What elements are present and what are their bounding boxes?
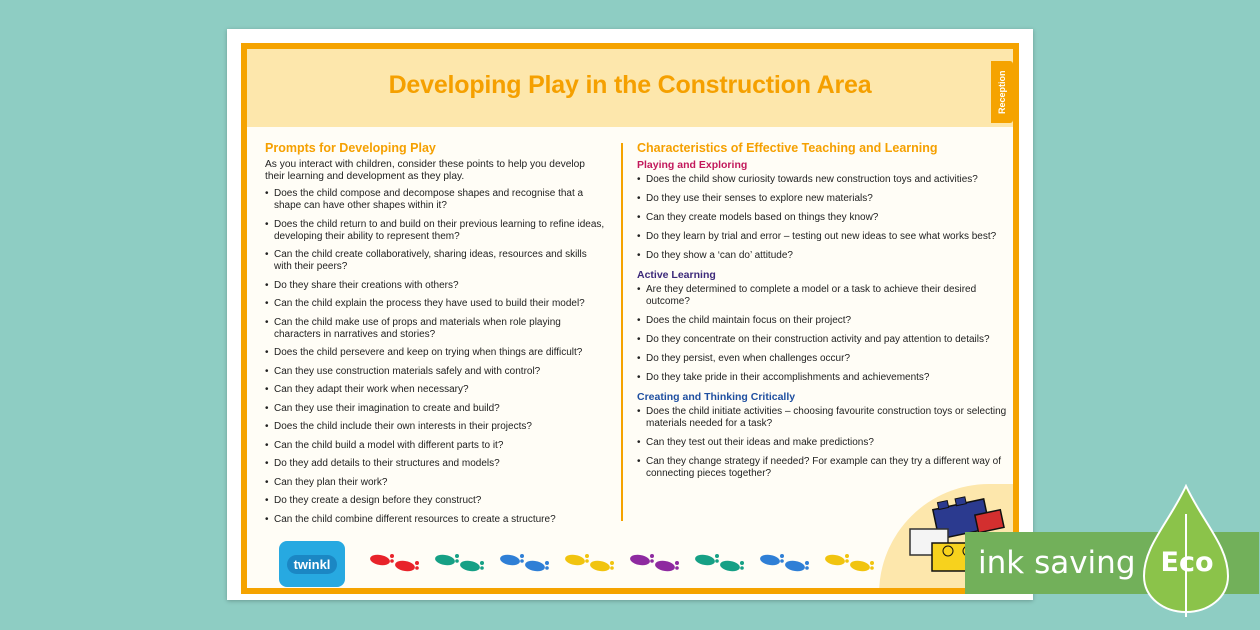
characteristic-item: • Do they learn by trial and error – testing out new ideas to see what works best?: [637, 231, 1009, 243]
prompt-item: • Can the child create collaboratively, sharing ideas, resources and skills with their peers?: [265, 249, 605, 273]
footer-strip: [247, 537, 1013, 588]
page-title: Developing Play in the Construction Area: [388, 71, 872, 99]
characteristic-item: • Do they concentrate on their construction activity and pay attention to details?: [637, 334, 1009, 346]
column-divider: [621, 143, 623, 521]
ink-saving-text: ink saving: [978, 545, 1136, 581]
footprint-icon: [822, 551, 876, 573]
prompt-item: • Can the child combine different resources to create a structure?: [265, 514, 605, 526]
footprint-icon: [627, 551, 681, 573]
section-list: [637, 284, 1009, 384]
prompt-item: • Do they create a design before they construct?: [265, 495, 605, 507]
footprint-icon: [562, 551, 616, 573]
prompt-item: • Can they use their imagination to create and build?: [265, 403, 605, 415]
eco-label: Eco: [1160, 547, 1214, 578]
prompt-item: • Do they share their creations with others?: [265, 280, 605, 292]
prompt-item: • Can they use construction materials safely and with control?: [265, 366, 605, 378]
prompts-column: [265, 141, 605, 532]
characteristic-item: • Do they take pride in their accomplishments and achievements?: [637, 372, 1009, 384]
characteristic-item: • Are they determined to complete a model or a task to achieve their desired outcome?: [637, 284, 1009, 308]
characteristic-section: [637, 269, 1009, 384]
reception-tab: Reception: [991, 61, 1013, 123]
prompts-heading: Prompts for Developing Play: [265, 141, 436, 155]
prompt-item: • Can they adapt their work when necessary?: [265, 384, 605, 396]
prompts-list: [265, 188, 605, 526]
logo-text: twinkl: [287, 555, 338, 574]
footprint-icon: [367, 551, 421, 573]
characteristic-item: • Does the child show curiosity towards new construction toys and activities?: [637, 174, 1009, 186]
prompt-item: • Can they plan their work?: [265, 477, 605, 489]
prompt-item: • Can the child explain the process they have used to build their model?: [265, 298, 605, 310]
characteristic-item: • Do they show a ‘can do’ attitude?: [637, 250, 1009, 262]
characteristic-section: [637, 391, 1009, 480]
footprint-icon: [432, 551, 486, 573]
prompt-item: • Does the child include their own interests in their projects?: [265, 421, 605, 433]
section-list: [637, 406, 1009, 480]
footprint-icon: [757, 551, 811, 573]
prompt-item: • Can the child make use of props and materials when role playing characters in narratives and stories?: [265, 317, 605, 341]
characteristics-sections: [637, 159, 1009, 480]
twinkl-logo: [279, 541, 345, 587]
section-list: [637, 174, 1009, 262]
characteristic-item: • Can they test out their ideas and make predictions?: [637, 437, 1009, 449]
footprint-icon: [497, 551, 551, 573]
characteristic-item: • Can they create models based on things they know?: [637, 212, 1009, 224]
prompt-item: • Does the child compose and decompose shapes and recognise that a shape can have other shapes within it?: [265, 188, 605, 212]
characteristic-item: • Does the child initiate activities – choosing favourite construction toys or selecting materials needed for a task?: [637, 406, 1009, 430]
prompt-item: • Can the child build a model with different parts to it?: [265, 440, 605, 452]
poster-frame: [241, 43, 1019, 594]
characteristic-item: • Do they persist, even when challenges occur?: [637, 353, 1009, 365]
prompts-intro: As you interact with children, consider these points to help you develop their learning and development as they play.: [265, 159, 585, 182]
characteristic-item: • Can they change strategy if needed? For example can they try a different way of connecting pieces together?: [637, 456, 1009, 480]
prompt-item: • Do they add details to their structures and models?: [265, 458, 605, 470]
prompt-item: • Does the child persevere and keep on trying when things are difficult?: [265, 347, 605, 359]
characteristic-item: • Do they use their senses to explore new materials?: [637, 193, 1009, 205]
poster-header: [247, 49, 1013, 127]
characteristic-item: • Does the child maintain focus on their project?: [637, 315, 1009, 327]
characteristics-heading: Characteristics of Effective Teaching and Learning: [637, 141, 938, 155]
section-title: Active Learning: [637, 269, 716, 281]
prompt-item: • Does the child return to and build on their previous learning to refine ideas, developing their ability to represent them?: [265, 219, 605, 243]
footprint-icon: [692, 551, 746, 573]
section-title: Creating and Thinking Critically: [637, 391, 796, 403]
characteristic-section: [637, 159, 1009, 262]
section-title: Playing and Exploring: [637, 159, 748, 171]
characteristics-column: [637, 141, 1009, 487]
